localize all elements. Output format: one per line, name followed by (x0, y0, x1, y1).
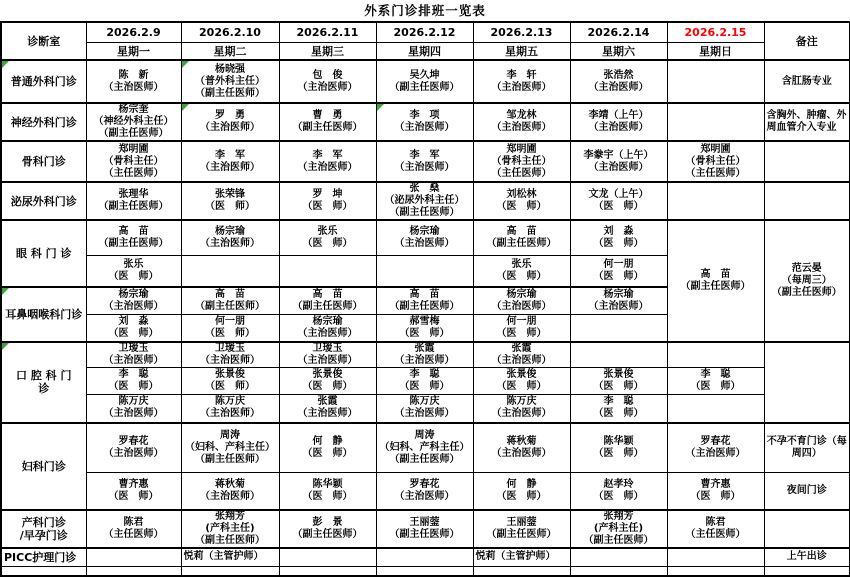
schedule-cell (667, 60, 764, 103)
schedule-cell (667, 548, 764, 567)
schedule-cell: 范云晏 （每周三） （副主任医师） (764, 220, 850, 342)
date-header-sunday: 2026.2.15 (667, 22, 764, 42)
dept-cell: 耳鼻咽喉科门诊 (1, 287, 86, 342)
date-header: 2026.2.12 (376, 22, 473, 42)
schedule-cell (667, 395, 764, 423)
schedule-cell: 张景俊 （医 师） (473, 368, 570, 395)
dept-cell: 泌尿外科门诊 (1, 182, 86, 220)
schedule-cell: 张霞 （主治医师） (376, 342, 473, 368)
schedule-cell: 张乐 （医 师） (279, 220, 376, 255)
dept-cell: 神经外科门诊 (1, 103, 86, 141)
dept-cell (1, 567, 86, 576)
schedule-cell: 何一朋 （医 师） (473, 314, 570, 342)
dept-cell: 产科门诊 /早孕门诊 (1, 510, 86, 548)
schedule-row (1, 182, 850, 220)
schedule-cell: 罗 坤 （医 师） (279, 182, 376, 220)
schedule-cell: 张景俊 （医 师） (181, 368, 279, 395)
schedule-cell: 罗春花 （主治医师） (667, 423, 764, 473)
schedule-cell: 夜间门诊 (764, 473, 850, 510)
page-title: 外系门诊排班一览表 (364, 3, 486, 18)
schedule-cell: 李 军 （主治医师） (376, 141, 473, 182)
schedule-cell: 李 军 （主治医师） (181, 141, 279, 182)
schedule-cell: 陈万庆 （主治医师） (181, 395, 279, 423)
schedule-cell: 卫瑷玉 （主治医师） (181, 342, 279, 368)
schedule-cell: 杨宗瑜 （主治医师） (473, 287, 570, 314)
schedule-cell: 曹齐惠 （医 师） (667, 473, 764, 510)
schedule-cell (181, 567, 279, 576)
schedule-cell: 郝雪梅 （医 师） (376, 314, 473, 342)
schedule-cell: 上午出诊 (764, 548, 850, 567)
schedule-cell: 含胸外、肿瘤、外周血管介入专业 (764, 103, 850, 141)
schedule-cell: 罗春花 （主治医师） (376, 473, 473, 510)
schedule-cell: 张翔芳 (产科主任) （副主任医师） (570, 510, 667, 548)
schedule-cell: 何 静 （医 师） (279, 423, 376, 473)
schedule-cell: 张霞 （主治医师） (279, 395, 376, 423)
dept-cell: PICC护理门诊 (1, 548, 86, 567)
schedule-cell: 李 军 （主治医师） (279, 141, 376, 182)
schedule-cell: 陈华颖 （医 师） (570, 423, 667, 473)
schedule-row (1, 473, 850, 510)
schedule-cell: 悦莉（主管护师） (473, 548, 570, 567)
schedule-cell: 张理华 （副主任医师） (86, 182, 181, 220)
schedule-cell: 陈君 （主任医师） (667, 510, 764, 548)
schedule-cell: 刘松林 （医 师） (473, 182, 570, 220)
schedule-cell: 罗 勇 （主治医师） (181, 103, 279, 141)
schedule-cell: 悦莉（主管护师） (181, 548, 279, 567)
schedule-cell: 杨宗瑜 （主治医师） (279, 314, 376, 342)
schedule-cell (667, 567, 764, 576)
schedule-cell: 陈 新 （主治医师） (86, 60, 181, 103)
schedule-row (1, 548, 850, 567)
schedule-cell: 陈万庆 （主治医师） (86, 395, 181, 423)
schedule-cell: 陈华颖 （医 师） (279, 473, 376, 510)
schedule-cell: 彭 景 （副主任医师） (279, 510, 376, 548)
schedule-cell: 罗春花 （主治医师） (86, 423, 181, 473)
schedule-row (1, 60, 850, 103)
note-header: 备注 (764, 22, 850, 60)
schedule-cell: 李靖（上午） （主治医师） (570, 103, 667, 141)
schedule-cell: 包 俊 （主治医师） (279, 60, 376, 103)
date-header-row (1, 22, 850, 42)
schedule-cell (570, 314, 667, 342)
schedule-cell (570, 567, 667, 576)
schedule-cell: 卫瑷玉 （主治医师） (86, 342, 181, 368)
schedule-cell: 杨宗瑜 （主治医师） (376, 220, 473, 255)
schedule-cell: 邹龙林 （主治医师） (473, 103, 570, 141)
schedule-cell: 杨宗瑜 （主治医师） (86, 287, 181, 314)
schedule-cell: 郑明圃 （骨科主任） （主任医师） (86, 141, 181, 182)
schedule-row (1, 567, 850, 576)
schedule-cell: 高 苗 （副主任医师） (279, 287, 376, 314)
schedule-cell (667, 182, 764, 220)
schedule-cell (764, 342, 850, 423)
schedule-cell (86, 567, 181, 576)
schedule-cell (376, 548, 473, 567)
schedule-table (0, 21, 850, 577)
date-header: 2026.2.11 (279, 22, 376, 42)
schedule-cell (181, 255, 279, 287)
schedule-row (1, 342, 850, 368)
schedule-row (1, 510, 850, 548)
date-header: 2026.2.13 (473, 22, 570, 42)
schedule-cell: 何一朋 （医 师） (570, 255, 667, 287)
schedule-cell: 张 燊 （泌尿外科主任） （副主任医师） (376, 182, 473, 220)
schedule-cell: 杨晓强 （普外科主任） （副主任医师） (181, 60, 279, 103)
schedule-cell: 文龙（上午） （医 师） (570, 182, 667, 220)
schedule-cell: 李 轩 （主治医师） (473, 60, 570, 103)
room-header: 诊断室 (1, 22, 86, 60)
schedule-row (1, 395, 850, 423)
schedule-cell (570, 342, 667, 368)
schedule-cell: 王丽蓥 （副主任医师） (473, 510, 570, 548)
schedule-cell (279, 255, 376, 287)
schedule-cell: 郑明圃 （骨科主任） （主任医师） (473, 141, 570, 182)
schedule-cell: 高 苗 （副主任医师） (376, 287, 473, 314)
schedule-cell: 蒋秋菊 （主治医师） (181, 473, 279, 510)
schedule-cell: 何 静 （医 师） (473, 473, 570, 510)
schedule-cell: 高 苗 （副主任医师） (667, 220, 764, 342)
schedule-cell: 高 苗 （副主任医师） (473, 220, 570, 255)
dept-cell: 眼 科 门 诊 (1, 220, 86, 287)
schedule-cell (376, 255, 473, 287)
schedule-cell: 吴久坤 （副主任医师） (376, 60, 473, 103)
schedule-cell: 张翔芳 (产科主任) （副主任医师） (181, 510, 279, 548)
schedule-cell: 张浩然 （主治医师） (570, 60, 667, 103)
schedule-cell: 含肛肠专业 (764, 60, 850, 103)
schedule-row (1, 423, 850, 473)
schedule-cell: 高 苗 （副主任医师） (86, 220, 181, 255)
schedule-cell (764, 510, 850, 548)
schedule-cell: 陈万庆 （主治医师） (473, 395, 570, 423)
weekday-header: 星期五 (473, 42, 570, 60)
schedule-cell: 李 聪 （医 师） (376, 368, 473, 395)
schedule-cell: 卫瑷玉 （主治医师） (279, 342, 376, 368)
schedule-cell: 李 聪 （医 师） (667, 368, 764, 395)
dept-cell: 骨科门诊 (1, 141, 86, 182)
schedule-cell: 王丽蓥 （副主任医师） (376, 510, 473, 548)
schedule-cell (473, 567, 570, 576)
schedule-cell (764, 567, 850, 576)
schedule-row (1, 220, 850, 255)
dept-cell: 口 腔 科 门 诊 (1, 342, 86, 423)
schedule-cell: 杨宗瑜 （主治医师） (570, 287, 667, 314)
schedule-cell: 张乐 （医 师） (473, 255, 570, 287)
schedule-cell (279, 548, 376, 567)
schedule-cell: 张景俊 （医 师） (279, 368, 376, 395)
schedule-cell: 陈君 （主任医师） (86, 510, 181, 548)
schedule-cell (764, 182, 850, 220)
schedule-cell: 赵孝玲 （医 师） (570, 473, 667, 510)
weekday-header-row (1, 42, 850, 60)
schedule-cell: 曹 勇 （副主任医师） (279, 103, 376, 141)
date-header: 2026.2.14 (570, 22, 667, 42)
dept-cell: 妇科门诊 (1, 423, 86, 510)
schedule-cell: 蒋秋菊 （主治医师） (473, 423, 570, 473)
schedule-cell: 高 苗 （副主任医师） (181, 287, 279, 314)
schedule-cell: 张乐 （医 师） (86, 255, 181, 287)
schedule-cell: 李 聪 （医 师） (86, 368, 181, 395)
schedule-cell (376, 567, 473, 576)
schedule-cell (764, 141, 850, 182)
weekday-header: 星期三 (279, 42, 376, 60)
weekday-header: 星期一 (86, 42, 181, 60)
schedule-cell: 曹齐惠 （医 师） (86, 473, 181, 510)
schedule-cell: 刘 淼 （医 师） (570, 220, 667, 255)
schedule-cell: 郑明圃 （骨科主任） （主任医师） (667, 141, 764, 182)
schedule-cell: 李豢宇（上午） （主治医师） (570, 141, 667, 182)
dept-cell: 普通外科门诊 (1, 60, 86, 103)
schedule-cell: 不孕不育门诊（每周四） (764, 423, 850, 473)
schedule-row (1, 141, 850, 182)
schedule-cell: 杨宗瑜 （主治医师） (181, 220, 279, 255)
weekday-header: 星期六 (570, 42, 667, 60)
schedule-cell: 张霞 （主治医师） (473, 342, 570, 368)
schedule-cell (570, 548, 667, 567)
schedule-cell: 张景俊 （医 师） (570, 368, 667, 395)
schedule-cell: 李 聪 （医 师） (570, 395, 667, 423)
schedule-cell: 陈万庆 （主治医师） (376, 395, 473, 423)
date-header: 2026.2.9 (86, 22, 181, 42)
weekday-header: 星期四 (376, 42, 473, 60)
schedule-cell: 李 项 （主治医师） (376, 103, 473, 141)
schedule-cell (86, 548, 181, 567)
weekday-header: 星期二 (181, 42, 279, 60)
schedule-row (1, 103, 850, 141)
schedule-cell: 周涛 （妇科、产科主任） （副主任医师） (181, 423, 279, 473)
schedule-row (1, 368, 850, 395)
schedule-cell: 张荣锋 （医 师） (181, 182, 279, 220)
schedule-cell: 杨宗奎 （神经外科主任） （副主任医师） (86, 103, 181, 141)
schedule-cell (667, 342, 764, 368)
weekday-header: 星期日 (667, 42, 764, 60)
date-header: 2026.2.10 (181, 22, 279, 42)
schedule-cell: 周涛 （妇科、产科主任） （副主任医师） (376, 423, 473, 473)
schedule-cell (279, 567, 376, 576)
schedule-cell: 何一朋 （医 师） (181, 314, 279, 342)
schedule-cell: 刘 淼 （医 师） (86, 314, 181, 342)
schedule-cell (667, 103, 764, 141)
